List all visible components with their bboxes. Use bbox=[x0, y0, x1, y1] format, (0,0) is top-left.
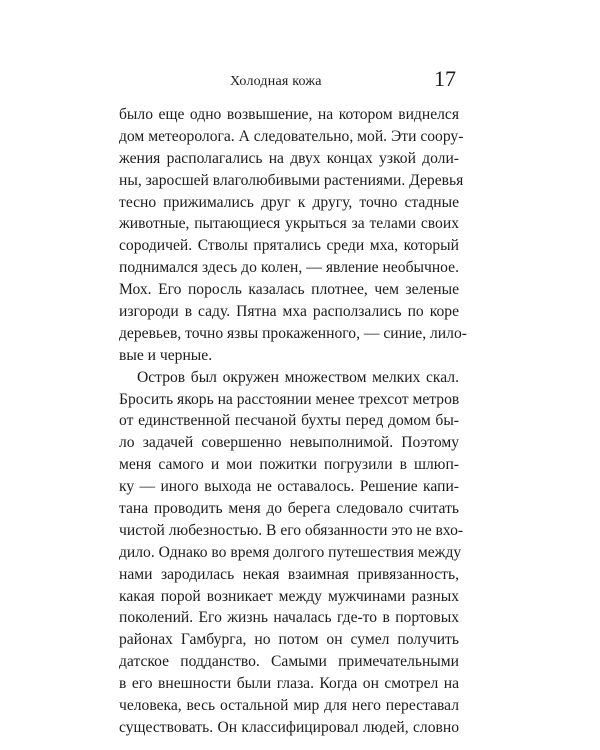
body-text bbox=[119, 104, 467, 739]
text-line: деревьев, точно язвы прокаженного, — синие, лило- bbox=[119, 324, 467, 342]
text-line: поднимался здесь до колен, — явление необычное. bbox=[119, 259, 459, 277]
text-line: в его внешности были глаза. Когда он смотрел на bbox=[119, 675, 459, 693]
text-line: ны, заросшей влаголюбивыми растениями. Деревья bbox=[119, 171, 464, 189]
text-line: дило. Однако во время долгого путешествия между bbox=[119, 543, 462, 561]
text-line: тесно прижимались друг к другу, точно стадные bbox=[119, 193, 459, 211]
running-title: Холодная кожа bbox=[230, 74, 322, 89]
text-line: тана проводить меня до берега следовало считать bbox=[119, 500, 459, 518]
text-line: нами зародилась некая взаимная привязанность, bbox=[119, 565, 459, 583]
text-line: районах Гамбурга, но потом он сумел получить bbox=[119, 631, 459, 649]
text-line: Бросить якорь на расстоянии менее трехсот метров bbox=[119, 390, 460, 408]
page-number: 17 bbox=[434, 66, 456, 91]
text-line: изгороди в саду. Пятна мха расползались по коре bbox=[119, 303, 459, 321]
text-line: человека, весь остальной мир для него переставал bbox=[119, 697, 459, 715]
text-line: сородичей. Стволы прятались среди мха, который bbox=[119, 237, 459, 255]
text-line: от единственной песчаной бухты перед домом бы- bbox=[119, 412, 459, 430]
text-line: чистой любезностью. В его обязанности это не вхо- bbox=[119, 521, 464, 539]
text-line: меня самого и мои пожитки погрузили в шлюп- bbox=[119, 456, 459, 474]
text-line: жения располагались на двух концах узкой доли- bbox=[119, 149, 459, 167]
text-line: Мох. Его поросль казалась плотнее, чем зеленые bbox=[119, 281, 459, 299]
text-line: датское подданство. Самыми примечательными bbox=[119, 653, 459, 671]
running-head bbox=[120, 66, 458, 96]
text-line: ло задачей совершенно невыполнимой. Поэтому bbox=[119, 434, 459, 452]
text-line: какая порой возникает между мужчинами разных bbox=[119, 587, 459, 605]
text-line: существовать. Он классифицировал людей, словно bbox=[119, 718, 459, 736]
text-line: было еще одно возвышение, на котором виднелся bbox=[119, 106, 459, 123]
text-line: дом метеоролога. А следовательно, мой. Эти соору- bbox=[119, 127, 464, 145]
text-line: ку — иного выхода не оставалось. Решение капи- bbox=[119, 478, 459, 496]
text-line: Остров был окружен множеством мелких скал. bbox=[137, 368, 459, 386]
text-line: животные, пытающиеся укрыться за телами своих bbox=[119, 215, 459, 233]
text-line: поколений. Его жизнь началась где-то в портовых bbox=[119, 609, 459, 627]
text-line: вые и черные. bbox=[119, 346, 213, 364]
